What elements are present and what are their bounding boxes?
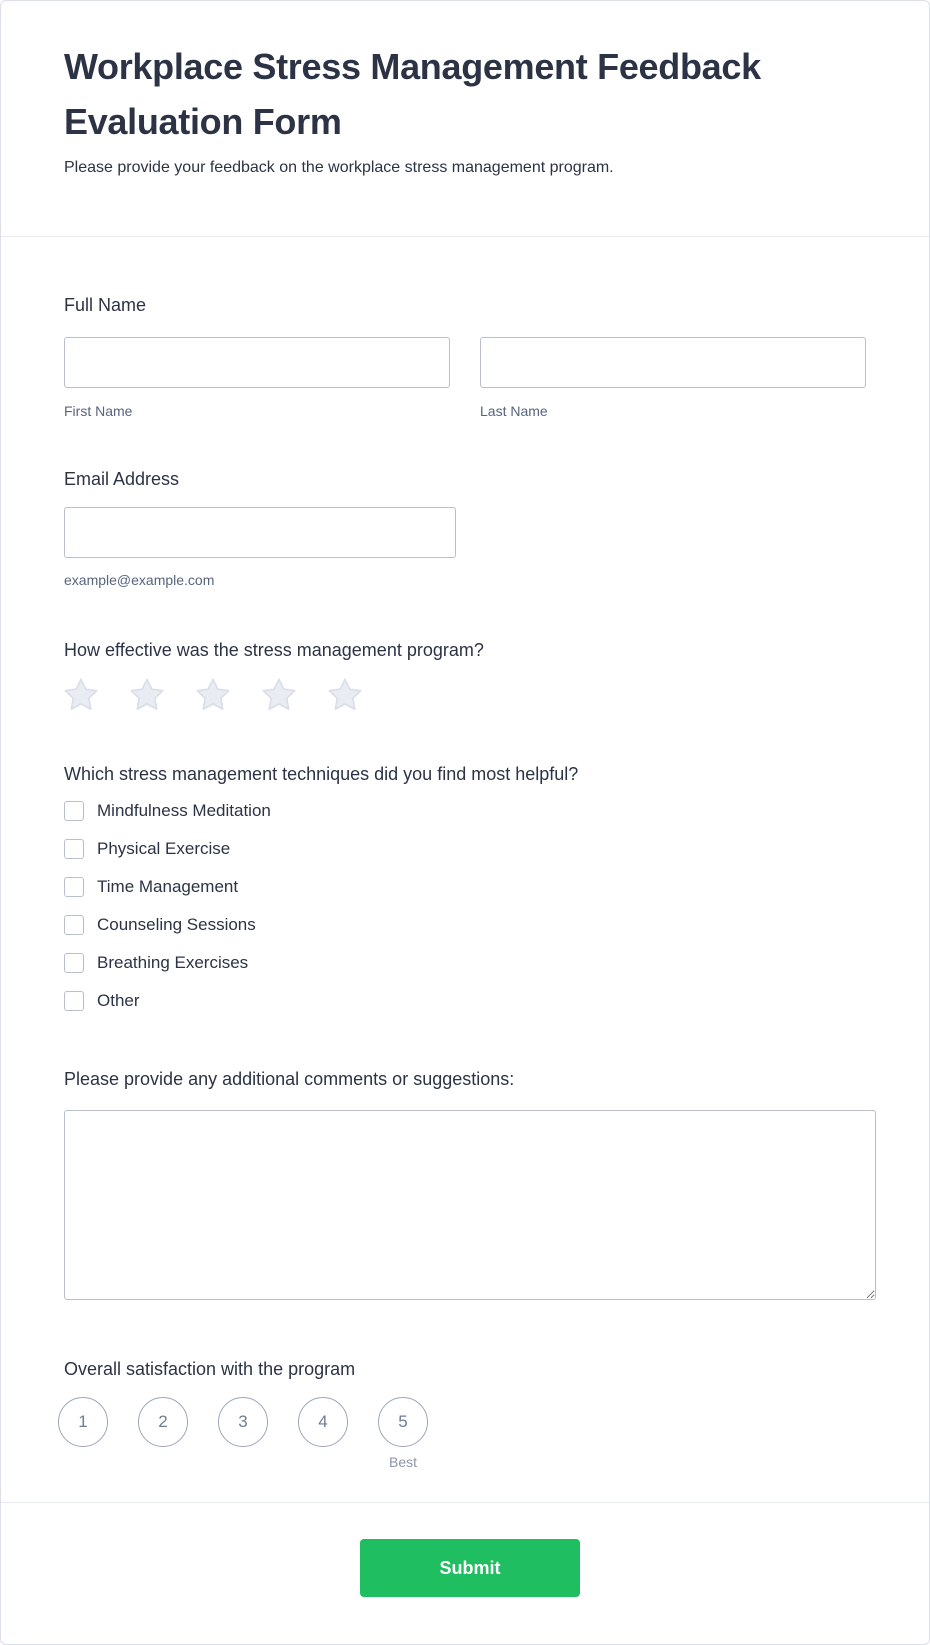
scale-item-4 <box>298 1397 348 1470</box>
scale-item-1 <box>58 1397 108 1470</box>
checkbox-option-mindfulness-meditation[interactable] <box>64 801 866 821</box>
first-name-sublabel: First Name <box>64 403 133 419</box>
first-name-input[interactable] <box>64 337 450 388</box>
checkbox-icon[interactable] <box>64 839 84 859</box>
effectiveness-label: How effective was the stress management program? <box>64 640 484 660</box>
submit-row <box>1 1539 929 1597</box>
star-icon-3[interactable] <box>193 675 233 715</box>
checkbox-icon[interactable] <box>64 877 84 897</box>
checkbox-option-physical-exercise[interactable] <box>64 839 866 859</box>
question-comments <box>64 1069 866 1300</box>
star-icon-2[interactable] <box>127 675 167 715</box>
checkbox-icon[interactable] <box>64 915 84 935</box>
question-full-name <box>64 295 866 419</box>
scale-item-5 <box>378 1397 428 1470</box>
scale-circle-4[interactable]: 4 <box>298 1397 348 1447</box>
checkbox-label[interactable]: Counseling Sessions <box>97 915 256 934</box>
checkbox-label[interactable]: Breathing Exercises <box>97 953 249 972</box>
satisfaction-label: Overall satisfaction with the program <box>64 1359 356 1379</box>
name-inputs-row <box>64 337 866 419</box>
techniques-options <box>64 801 866 1011</box>
scale-circle-2[interactable]: 2 <box>138 1397 188 1447</box>
last-name-input[interactable] <box>480 337 866 388</box>
last-name-sublabel: Last Name <box>480 403 548 419</box>
scale-circle-3[interactable]: 3 <box>218 1397 268 1447</box>
checkbox-option-time-management[interactable] <box>64 877 866 897</box>
comments-textarea[interactable] <box>64 1110 876 1300</box>
checkbox-option-counseling-sessions[interactable] <box>64 915 866 935</box>
full-name-label: Full Name <box>64 295 147 315</box>
comments-label: Please provide any additional comments or suggestions: <box>64 1069 515 1089</box>
form-subtitle: Please provide your feedback on the workplace stress management program. <box>64 159 614 176</box>
form-header <box>1 1 929 237</box>
scale-item-3 <box>218 1397 268 1470</box>
submit-button[interactable]: Submit <box>360 1539 580 1597</box>
form-body <box>1 295 929 1470</box>
star-icon-1[interactable] <box>61 675 101 715</box>
scale-item-2 <box>138 1397 188 1470</box>
checkbox-icon[interactable] <box>64 801 84 821</box>
email-hint: example@example.com <box>64 572 215 588</box>
checkbox-label[interactable]: Other <box>97 991 140 1010</box>
star-icon-4[interactable] <box>259 675 299 715</box>
form-title: Workplace Stress Management Feedback Evaluation Form <box>64 46 761 142</box>
scale-rating <box>58 1397 866 1470</box>
star-rating <box>61 675 866 715</box>
checkbox-icon[interactable] <box>64 953 84 973</box>
checkbox-option-breathing-exercises[interactable] <box>64 953 866 973</box>
question-techniques <box>64 764 866 1011</box>
email-input[interactable] <box>64 507 456 558</box>
footer-divider <box>1 1502 929 1503</box>
scale-circle-1[interactable]: 1 <box>58 1397 108 1447</box>
scale-best-label: Best <box>388 1454 417 1470</box>
scale-circle-5[interactable]: 5 <box>378 1397 428 1447</box>
checkbox-label[interactable]: Physical Exercise <box>97 839 231 858</box>
star-icon-5[interactable] <box>325 675 365 715</box>
first-name-group <box>64 337 450 419</box>
checkbox-label[interactable]: Time Management <box>97 877 239 896</box>
checkbox-option-other[interactable] <box>64 991 866 1011</box>
checkbox-label[interactable]: Mindfulness Meditation <box>97 801 271 820</box>
email-label: Email Address <box>64 469 180 489</box>
question-satisfaction <box>64 1359 866 1470</box>
checkbox-icon[interactable] <box>64 991 84 1011</box>
question-email <box>64 469 866 588</box>
question-effectiveness <box>64 640 866 715</box>
techniques-label: Which stress management techniques did you find most helpful? <box>64 764 579 784</box>
last-name-group <box>480 337 866 419</box>
